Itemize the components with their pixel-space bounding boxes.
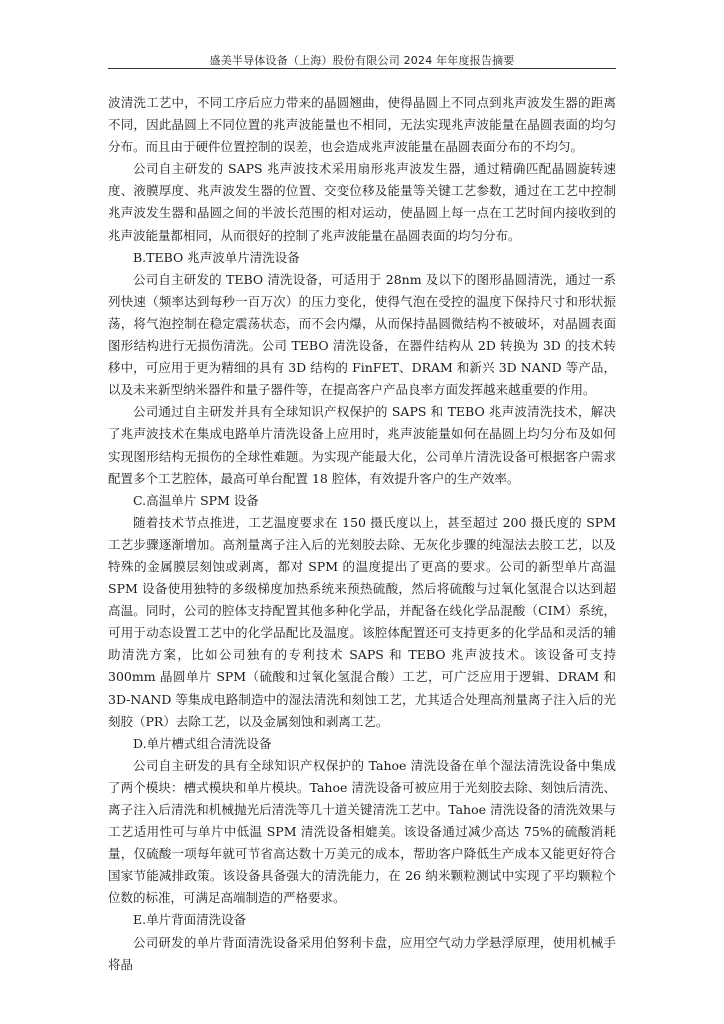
header-title: 盛美半导体设备（上海）股份有限公司 2024 年年度报告摘要 <box>209 54 515 67</box>
section-heading: C.高温单片 SPM 设备 <box>133 492 259 508</box>
section-heading: E.单片背面清洗设备 <box>133 912 247 928</box>
document-body <box>108 92 616 976</box>
paragraph: 公司通过自主研发并具有全球知识产权保护的 SAPS 和 TEBO 兆声波清洗技术，解决了兆声波技术在集成电路单片清洗设备上应用时，兆声波能量如何在晶圆上均匀分布及如何实现图形结构无损伤的全球性难题。为实现产能最大化，公司单片清洗设备可根据客户需求配置多个工艺腔体，最高可单台配置 18 腔体，有效提升客户的生产效率。 <box>108 404 616 486</box>
paragraph: 公司自主研发的具有全球知识产权保护的 Tahoe 清洗设备在单个湿法清洗设备中集成了两个模块：槽式模块和单片模块。Tahoe 清洗设备可被应用于光刻胶去除、刻蚀后清洗、离子注入后清洗和机械抛光后清洗等几十道关键清洗工艺中。Tahoe 清洗设备的清洗效果与工艺适用性可与单片中低温 SPM 清洗设备相媲美。该设备通过减少高达 75%的硫酸消耗量，仅硫酸一项每年就可节省高达数十万美元的成本，帮助客户降低生产成本又能更好符合国家节能减排政策。该设备具备强大的清洗能力，在 26 纳米颗粒测试中实现了平均颗粒个位数的标准，可满足高端制造的严格要求。 <box>108 757 616 906</box>
paragraph: 公司自主研发的 TEBO 清洗设备，可适用于 28nm 及以下的图形晶圆清洗，通过一系列快速（频率达到每秒一百万次）的压力变化，使得气泡在受控的温度下保持尺寸和形状振荡，将气泡控制在稳定震荡状态，而不会内爆，从而保持晶圆微结构不被破坏，对晶圆表面图形结构进行无损伤清洗。公司 TEBO 清洗设备，在器件结构从 2D 转换为 3D 的技术转移中，可应用于更为精细的具有 3D 结构的 FinFET、DRAM 和新兴 3D NAND 等产品，以及未来新型纳米器件和量子器件等，在提高客户产品良率方面发挥越来越重要的作用。 <box>108 271 616 398</box>
paragraph: 公司研发的单片背面清洗设备采用伯努利卡盘，应用空气动力学悬浮原理，使用机械手将晶 <box>108 934 616 972</box>
section-heading: B.TEBO 兆声波单片清洗设备 <box>133 249 300 265</box>
header-rule <box>108 68 616 69</box>
paragraph: 公司自主研发的 SAPS 兆声波技术采用扇形兆声波发生器，通过精确匹配晶圆旋转速度、液膜厚度、兆声波发生器的位置、交变位移及能量等关键工艺参数，通过在工艺中控制兆声波发生器和晶圆之间的半波长范围的相对运动，使晶圆上每一点在工艺时间内接收到的兆声波能量都相同，从而很好的控制了兆声波能量在晶圆表面的均匀分布。 <box>108 161 616 243</box>
section-heading: D.单片槽式组合清洗设备 <box>133 735 272 751</box>
page-header <box>108 52 616 68</box>
paragraph: 随着技术节点推进，工艺温度要求在 150 摄氏度以上，甚至超过 200 摄氏度的 SPM 工艺步骤逐渐增加。高剂量离子注入后的光刻胶去除、无灰化步骤的纯湿法去胶工艺，以及特殊的金属膜层刻蚀或剥离，都对 SPM 的温度提出了更高的要求。公司的新型单片高温 SPM 设备使用独特的多级梯度加热系统来预热硫酸，然后将硫酸与过氧化氢混合以达到超高温。同时，公司的腔体支持配置其他多种化学品，并配备在线化学品混酸（CIM）系统，可用于动态设置工艺中的化学品配比及温度。该腔体配置还可支持更多的化学品和灵活的辅助清洗方案，比如公司独有的专利技术 SAPS 和 TEBO 兆声波技术。该设备可支持 300mm 晶圆单片 SPM（硫酸和过氧化氢混合酸）工艺，可广泛应用于逻辑、DRAM 和 3D-NAND 等集成电路制造中的湿法清洗和刻蚀工艺，尤其适合处理高剂量离子注入后的光刻胶（PR）去除工艺，以及金属刻蚀和剥离工艺。 <box>108 514 616 729</box>
paragraph: 波清洗工艺中，不同工序后应力带来的晶圆翘曲，使得晶圆上不同点到兆声波发生器的距离不同，因此晶圆上不同位置的兆声波能量也不相同，无法实现兆声波能量在晶圆表面的均匀分布。而且由于硬件位置控制的误差，也会造成兆声波能量在晶圆表面分布的不均匀。 <box>108 95 616 155</box>
